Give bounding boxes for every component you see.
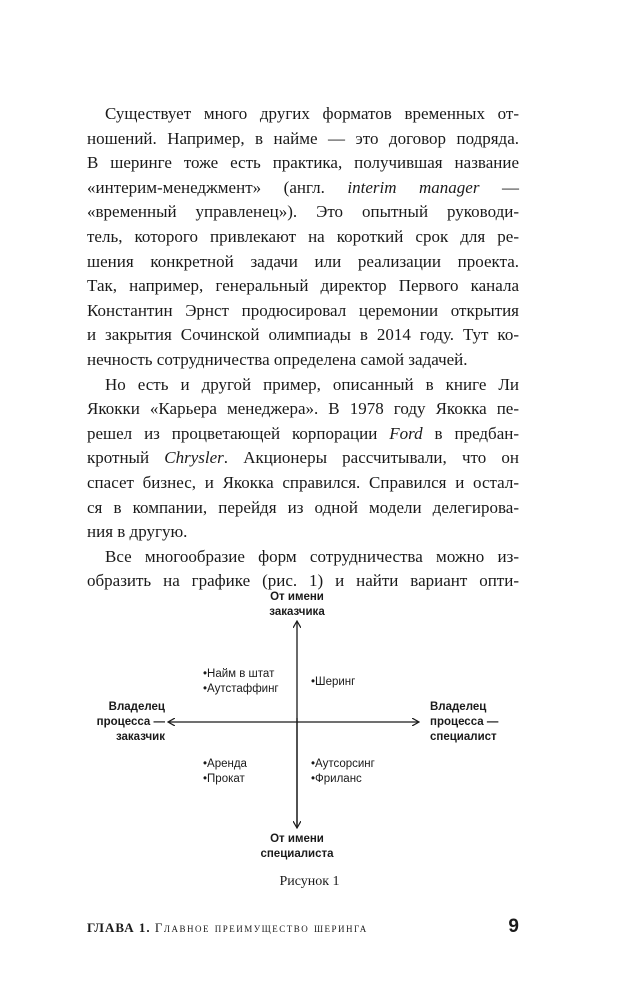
page-number: 9 [508,916,519,937]
quadrant-item: •Найм в штат [203,668,275,680]
right-axis-label: Владелец процесса — специалист [430,701,499,743]
page-footer [87,918,519,940]
text-line-italic-term: «интерим-менеджмент» (англ. interim manager — [87,177,520,197]
text-line: Так, например, генеральный директор Первого канала [87,276,519,296]
paragraph-2 [87,373,519,545]
quadrant-item: •Аренда [203,758,247,770]
text-line: ся в компании, перейдя из одной модели делегирова- [87,497,519,517]
text-line: спасет бизнес, и Якокка справился. Справился и остал- [87,472,519,492]
figure-caption: Рисунок 1 [279,874,340,889]
text-line: нечность сотрудничества определена самой задачей. [87,349,468,369]
text-line-italic-term: кротный Chrysler. Акционеры рассчитывали, что он [87,448,519,468]
text-line: Все многообразие форм сотрудничества можно из- [105,546,519,566]
quadrant-top-right [311,675,401,690]
left-axis-label: Владелец процесса — заказчик [96,701,165,743]
bottom-axis-label: От имени специалиста [260,833,334,860]
quadrant-item: •Аутстаффинг [203,683,279,695]
body-text [87,102,519,594]
text-line-italic-term: решел из процветающей корпорации Ford в предбан- [87,423,519,443]
text-line: ния в другую. [87,522,188,542]
quadrant-item: •Фриланс [311,773,362,785]
paragraph-3 [87,545,519,594]
quadrant-item: •Аутсорсинг [311,758,375,770]
figure-1 [87,588,519,888]
chapter-label: ГЛАВА 1. [87,920,151,935]
text-line: и закрытия Сочинской олимпиады в 2014 году. Тут ко- [87,325,519,345]
text-line: Константин Эрнст продюсировал церемонии открытия [87,300,519,320]
text-line: «временный управленец»). Это опытный руководи- [87,202,519,222]
text-line: шения конкретной задачи или реализации проекта. [87,251,519,271]
text-line: образить на графике (рис. 1) и найти вариант опти- [87,571,519,591]
text-line: тель, которого привлекают на короткий срок для ре- [87,226,519,246]
text-line: В шеринге тоже есть практика, получившая название [87,153,519,173]
text-line: ношений. Например, в найме — это договор подряда. [87,128,519,148]
text-line: Существует много других форматов временных от- [105,104,519,123]
quadrant-bottom-right [311,757,411,787]
quadrant-top-left [203,667,293,697]
running-header [87,920,368,936]
quadrant-bottom-left [203,757,293,787]
quadrant-item: •Шеринг [311,676,356,688]
text-line: Но есть и другой пример, описанный в книге Ли [105,374,519,394]
top-axis-label: От имени заказчика [269,591,325,618]
paragraph-1 [87,102,519,373]
quadrant-item: •Прокат [203,773,245,785]
text-line: Якокки «Карьера менеджера». В 1978 году Якокка пе- [87,399,519,419]
chapter-title: Главное преимущество шеринга [154,920,368,935]
